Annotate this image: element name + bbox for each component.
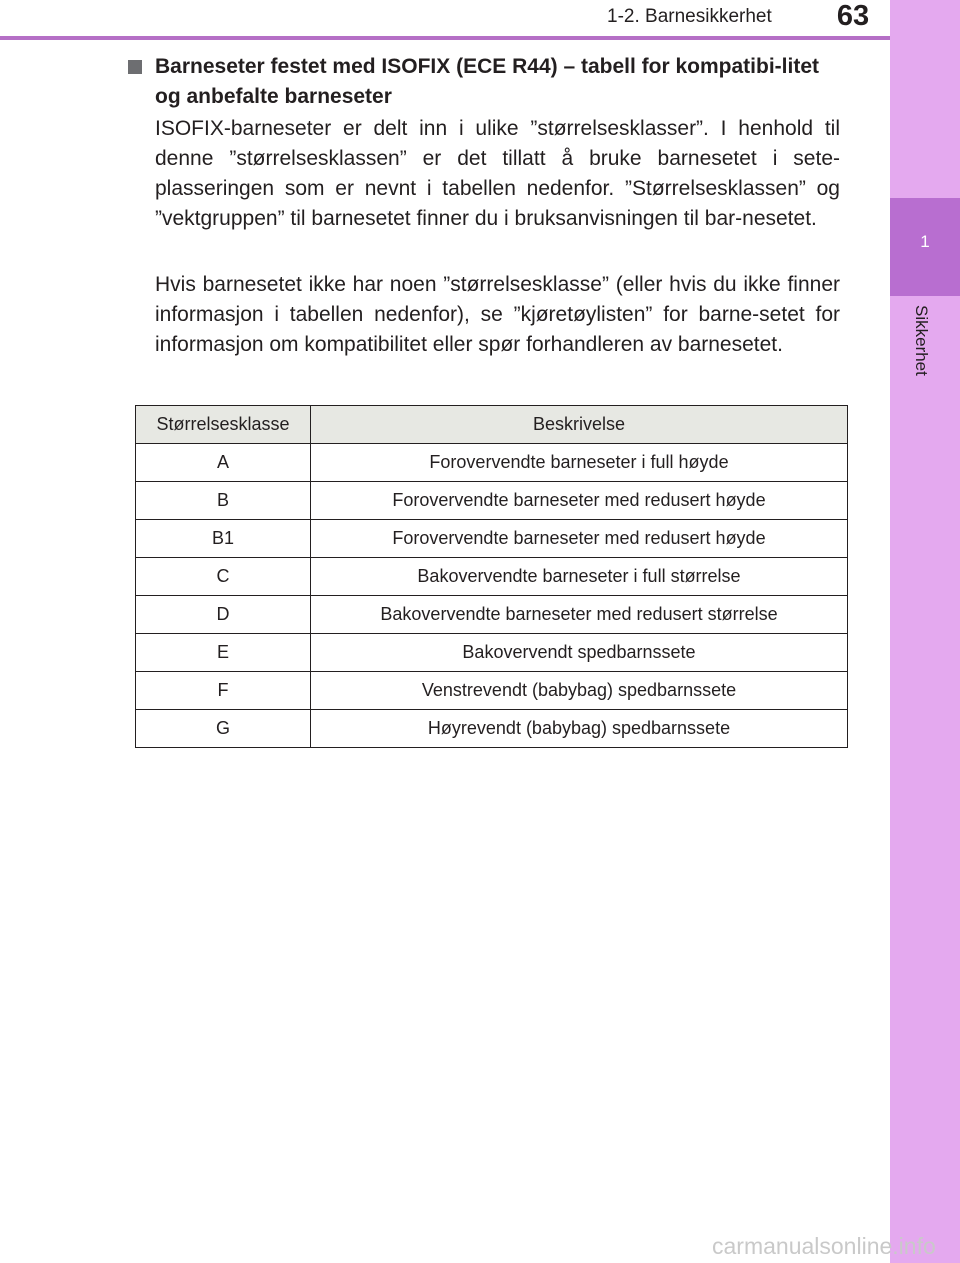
- intro-paragraph: ISOFIX-barneseter er delt inn i ulike ”størrelsesklasser”. I henhold til denne ”størrelsesklassen” er det tillatt å bruke barnesetet i sete-plasseringen som er nevnt i tabellen nedenfor. ”Størrelsesklassen” og ”vektgruppen” til barnesetet finner du i bruksanvisningen til bar-nesetet.: [155, 117, 840, 230]
- description-cell: Venstrevendt (babybag) spedbarnssete: [311, 672, 848, 710]
- description-cell: Høyrevendt (babybag) spedbarnssete: [311, 710, 848, 748]
- table-header-description: Beskrivelse: [311, 406, 848, 444]
- size-class-cell: A: [136, 444, 311, 482]
- size-class-cell: B1: [136, 520, 311, 558]
- size-class-cell: E: [136, 634, 311, 672]
- description-cell: Bakovervendt spedbarnssete: [311, 634, 848, 672]
- header-rule: [0, 36, 890, 40]
- table-row: [136, 634, 848, 672]
- table-header-size-class: Størrelsesklasse: [136, 406, 311, 444]
- table-row: [136, 558, 848, 596]
- size-class-table: [135, 405, 848, 748]
- table-header-row: [136, 406, 848, 444]
- size-class-cell: G: [136, 710, 311, 748]
- watermark: carmanualsonline.info: [712, 1233, 936, 1259]
- size-class-cell: C: [136, 558, 311, 596]
- table-row: [136, 710, 848, 748]
- square-bullet-icon: [128, 60, 142, 74]
- description-cell: Forovervendte barneseter med redusert høyde: [311, 520, 848, 558]
- chapter-side-tab: [890, 0, 960, 1263]
- section-title: 1-2. Barnesikkerhet: [607, 6, 772, 27]
- size-class-cell: F: [136, 672, 311, 710]
- chapter-label: Sikkerhet: [912, 305, 931, 376]
- page-number: 63: [836, 0, 870, 32]
- description-cell: Bakovervendte barneseter i full størrelse: [311, 558, 848, 596]
- section-heading: [128, 52, 840, 112]
- size-class-cell: B: [136, 482, 311, 520]
- note-paragraph: Hvis barnesetet ikke har noen ”størrelsesklasse” (eller hvis du ikke finner informasjon i tabellen nedenfor), se ”kjøretøylisten” for barne-setet for informasjon om kompatibilitet eller spør forhandleren av barnesetet.: [155, 273, 840, 356]
- heading-text: Barneseter festet med ISOFIX (ECE R44) – tabell for kompatibi-litet og anbefalte barneseter: [155, 55, 819, 108]
- table-row: [136, 672, 848, 710]
- description-cell: Forovervendte barneseter i full høyde: [311, 444, 848, 482]
- table-row: [136, 520, 848, 558]
- table-row: [136, 482, 848, 520]
- description-cell: Forovervendte barneseter med redusert høyde: [311, 482, 848, 520]
- chapter-number: 1: [920, 232, 930, 251]
- description-cell: Bakovervendte barneseter med redusert størrelse: [311, 596, 848, 634]
- size-class-cell: D: [136, 596, 311, 634]
- table-row: [136, 444, 848, 482]
- table-row: [136, 596, 848, 634]
